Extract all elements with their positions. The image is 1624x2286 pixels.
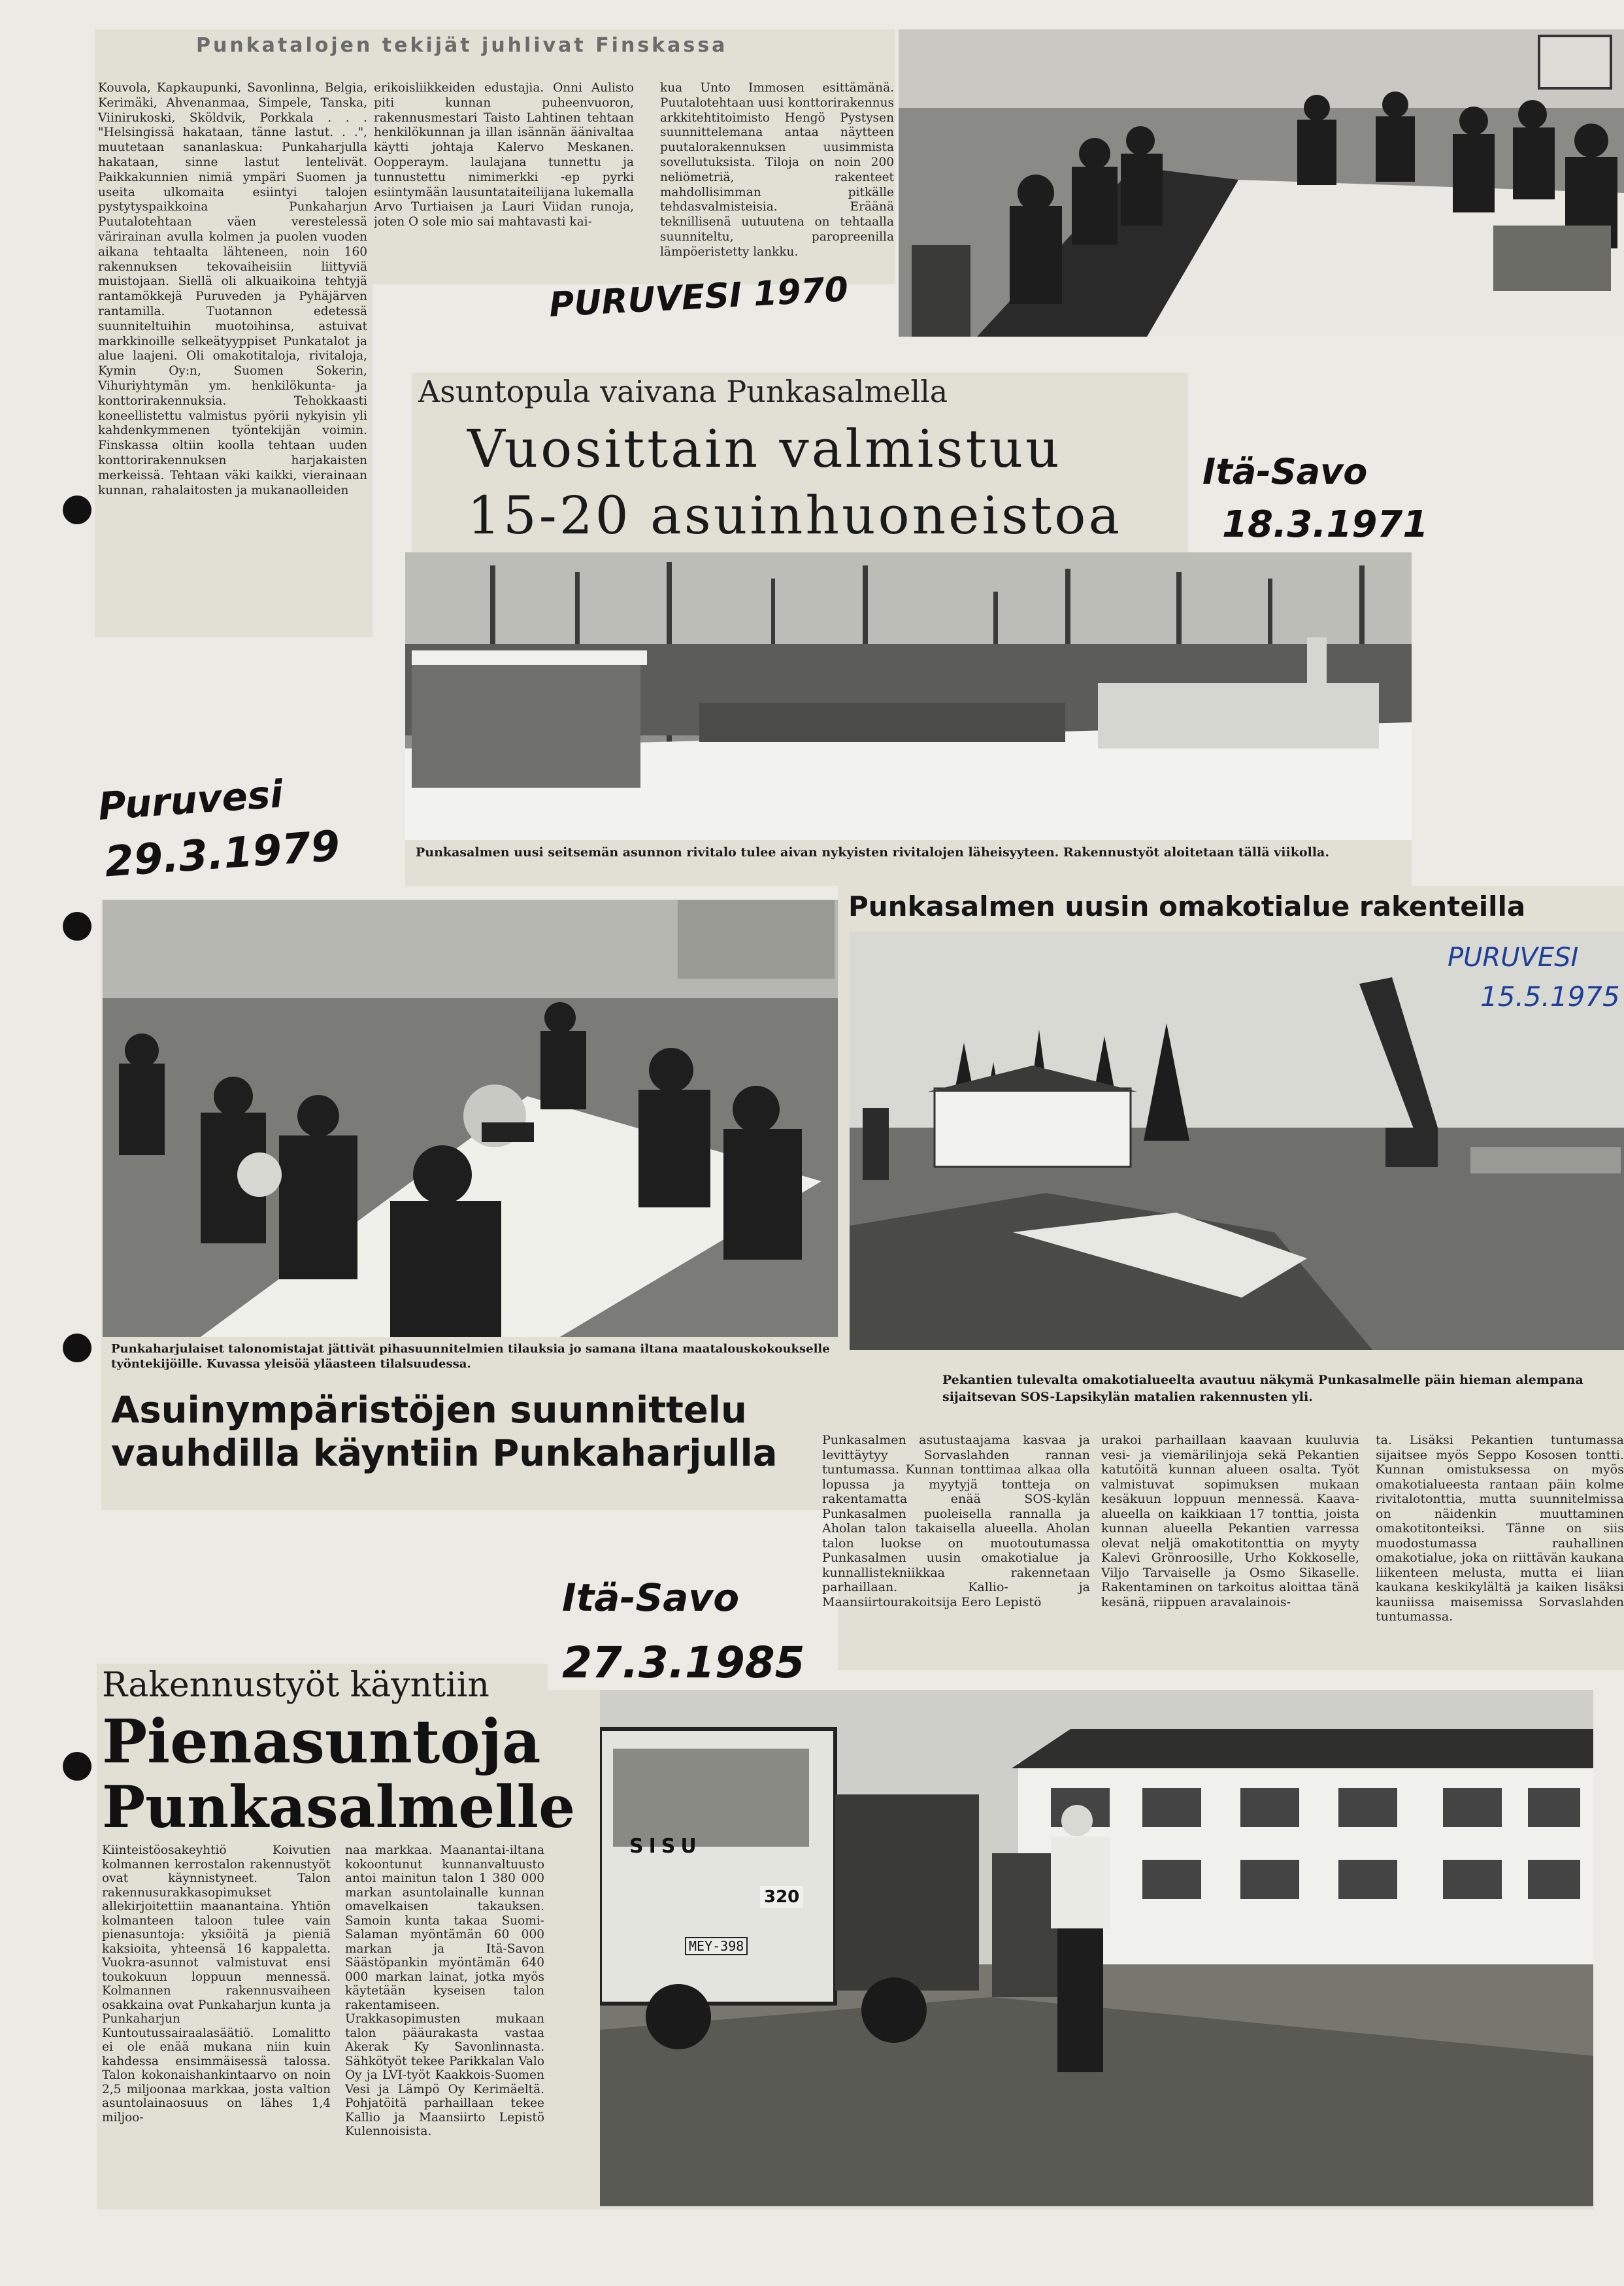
article2-caption: Punkasalmen uusi seitsemän asunnon rivitalo tulee aivan nykyisten rivitalojen läheisyyteen. Rakennustyöt aloitetaan tällä viikolla. — [416, 845, 1329, 860]
handwritten-date-1975: 15.5.1975 — [1480, 981, 1620, 1013]
article5-kicker: Rakennustyöt käyntiin — [102, 1666, 489, 1705]
handwritten-source-1985: Itä-Savo — [562, 1575, 740, 1620]
article2-headline-line2: 15-20 asuinhuoneistoa — [467, 485, 1123, 546]
truck-license-plate: MEY-398 — [685, 1937, 748, 1955]
article1-column-2: erikoisliikkeiden edustajia. Onni Aulisto piti kunnan puheenvuoron, rakennusmestari Taisto Lahtinen tehtaan henkilökunnan ja illan isännän äänivaltaa käytti johtaja Kalervo Meskanen. Oopperaym. laulajana tunnettu ja tunnustettu nimimerkki -ep pyrki esiintymään lausuntataiteilijana lukemalla Arvo Turtiaisen ja Lauri Viidan runoja, joten O sole mio sai mahtavasti kai- — [374, 81, 634, 229]
binder-hole — [63, 1752, 91, 1781]
article4-column-1: Punkasalmen asutustaajama kasvaa ja levittäytyy Sorvaslahden rannan tuntumassa. Kunnan tonttimaa alkaa olla lopussa ja myytyjä tontteja on rakentamatta enää SOS-kylän Punkasalmen puoleisella rannalla ja Aholan talon takaisella alueella. Aholan talon luokse on muotoutumassa Punkasalmen uusin omakotialue ja kunnallistekniikkaa rakennetaan parhaillaan. Kallio- ja Maansiirtourakoitsija Eero Lepistö — [822, 1433, 1090, 1609]
photo-truck-and-apartment-block — [600, 1690, 1593, 2206]
handwritten-date-1979: 29.3.1979 — [103, 822, 342, 887]
photo-meeting-hall — [103, 900, 842, 1337]
handwritten-date-1971: 18.3.1971 — [1222, 503, 1429, 546]
article5-column-1: Kiinteistöosakeyhtiö Koivutien kolmannen kerrostalon rakennustyöt ovat käynnistyneet. Talon rakennusurakkasopimukset allekirjoitettiin maanantaina. Yhtiön kolmanteen taloon tulee vain pienasuntoja: yksiöitä ja pieniä kaksioita, yhteensä 16 kappaletta. Vuokra-asunnot valmistuvat ensi toukokuun loppuun mennessä. Kolmannen rakennusvaiheen osakkaina ovat Punkaharjun kunta ja Punkaharjun Kuntoutussairaalasäätiö. Lomalitto ei ole enää mukana niin kuin kahdessa ensimmäisessä talossa. Talon kokonaishankintaarvo on noin 2,5 miljoonaa markkaa, josta valtion asuntolainaosuus on lähes 1,4 miljoo- — [102, 1843, 331, 2125]
truck-brand: SISU — [629, 1835, 702, 1858]
handwritten-source-1979: Puruvesi — [96, 771, 285, 829]
truck-number: 320 — [760, 1886, 803, 1908]
article5-headline-line1: Pienasuntoja — [102, 1706, 541, 1777]
handwritten-date-1970: PURUVESI 1970 — [548, 270, 850, 325]
article5-column-2: naa markkaa. Maanantai-iltana kokoontunut kunnanvaltuusto antoi mainitun talon 1 380 000 markan asuntolainalle kunnan omavelkaisen takauksen. Samoin kunta takaa Suomi-Salaman myöntämän 60 000 markan ja Itä-Savon Säästöpankin myöntämän 640 000 markan lainat, jotka myös käytetään kyseisen talon rakentamiseen. Urakkasopimusten mukaan talon pääurakasta vastaa Akerak Ky Savonlinnasta. Sähkötyöt tekee Parikkalan Valo Oy ja LVI-työt Kaakkois-Suomen Vesi ja Lämpö Oy Kerimäeltä. Pohjatöitä parhaillaan tekee Kallio ja Maansiirto Lepistö Kulennoisista. — [345, 1843, 544, 2138]
article2-kicker: Asuntopula vaivana Punkasalmella — [418, 374, 948, 409]
handwritten-source-1975: PURUVESI — [1448, 943, 1579, 973]
article3-caption: Punkaharjulaiset talonomistajat jättivät pihasuunnitelmien tilauksia jo samana iltana maatalouskokoukselle työntekijöille. Kuvassa yleisöä yläasteen tilalsuudessa. — [111, 1342, 830, 1371]
binder-hole — [63, 496, 91, 524]
photo-banquet-finska — [899, 29, 1624, 337]
article2-headline-line1: Vuosittain valmistuu — [467, 418, 1062, 479]
article5-headline-line2: Punkasalmelle — [102, 1773, 576, 1841]
article1-col1b-text: Finskassa oltiin koolla tehtaan uuden konttorirakennuksen harjakaisten merkeissä. Tehtaan väki kaikki, vierainaan kunnan, rahalaitosten ja mukanaolleiden — [98, 439, 367, 497]
article1-column-3: kua Unto Immosen esittämänä. Puutalotehtaan uusi konttorirakennus arkkitehtitoimisto Hengö Pystysen suunnittelemana antaa näytteen puutalorakennuksen uusimmista sovellutuksista. Tiloja on noin 200 neliömetriä, rakenteet mahdollisimman pitkälle tehdasvalmisteisia. Eräänä teknillisenä uutuutena on tehtaalla suunniteltu, paropreenilla lämpöeristetty lankku. — [660, 81, 894, 259]
article1-headline: Punkatalojen tekijät juhlivat Finskassa — [196, 34, 728, 57]
article4-caption: Pekantien tulevalta omakotialueelta avautuu näkymä Punkasalmelle päin hieman alempana sijaitsevan SOS-Lapsikylän matalien rakennusten yli. — [942, 1373, 1583, 1404]
binder-hole — [63, 1334, 91, 1362]
article4-column-3: ta. Lisäksi Pekantien tuntumassa sijaitsee myös Seppo Kososen tontti. Kunnan omistuksessa on myös omakotialueesta rantaan päin kolme rivitalotonttia, mutta suunnitelmissa on näidenkin muuttaminen omakotitonteiksi. Tänne on siis muodostumassa rauhallinen omakotialue, joka on riittävän kaukana liikenteen melusta, mutta ei liian kaukana keskikylältä ja kaiken lisäksi kauniissa maisemissa Sorvaslahden tuntumassa. — [1376, 1433, 1624, 1624]
article1-column-1 — [98, 81, 367, 633]
binder-hole — [63, 912, 91, 941]
article1-col1-text: Kouvola, Kapkaupunki, Savonlinna, Belgia, Kerimäki, Ahvenanmaa, Simpele, Tanska, Viinirukoski, Sköldvik, Porkkala . . . "Helsingissä hakataan, tänne lastut. . .", muutetaan sananlaskua: Punkaharjulla hakataan, sinne lastut lentelivät. Paikkakunnien nimiä ympäri Suomen ja useita ulkomaita esiintyi talojen pystytyspaikkoina Punkaharjun Puutalotehtaan väen verestelessä värirainan avulla kolmen ja puolen vuoden aikana tehtaalta lähteneen, noin 160 rakennuksen tekovaiheisiin liittyviä muistojaan. Siellä oli alkuaikoina tehtyjä rantamökkejä Puruveden ja Pyhäjärven rantamilla. Tuotannon edetessä suunniteltuihin muotoihinsa, astuivat markkinoille selkeätyyppiset Punkatalot ja alue laajeni. Oli omakotitaloja, rivitaloja, Kymin Oy:n, Suomen Sokerin, Vihuriyhtymän ym. henkilökunta- ja konttorirakennuksia. Tehokkaasti koneellistettu valmistus pyörii nykyisin yli kahdenkymmenen työntekijän voimin. — [98, 81, 367, 438]
handwritten-source-1971: Itä-Savo — [1202, 451, 1368, 492]
handwritten-date-1985: 27.3.1985 — [562, 1638, 805, 1688]
article4-column-2: urakoi parhaillaan kaavaan kuuluvia vesi- ja viemärilinjoja sekä Pekantien katutöitä kunnan alueen osalta. Työt valmistuvat sopimuksen mukaan kesäkuun loppuun mennessä. Kaava-alueella on kaikkiaan 17 tonttia, joista kunnan alueella Pekantien varressa olevat neljä omakotitonttia on myyty Kalevi Grönroosille, Urho Kokkoselle, Viljo Tarvaiselle ja Osmo Sikaselle. Rakentaminen on tarkoitus aloittaa tänä kesänä, riippuen aravalainois- — [1101, 1433, 1359, 1609]
article4-headline: Punkasalmen uusin omakotialue rakenteilla — [848, 890, 1526, 922]
photo-row-house-winter — [405, 552, 1412, 886]
article3-headline: Asuinympäristöjen suunnittelu vauhdilla käyntiin Punkaharjulla — [111, 1389, 778, 1475]
